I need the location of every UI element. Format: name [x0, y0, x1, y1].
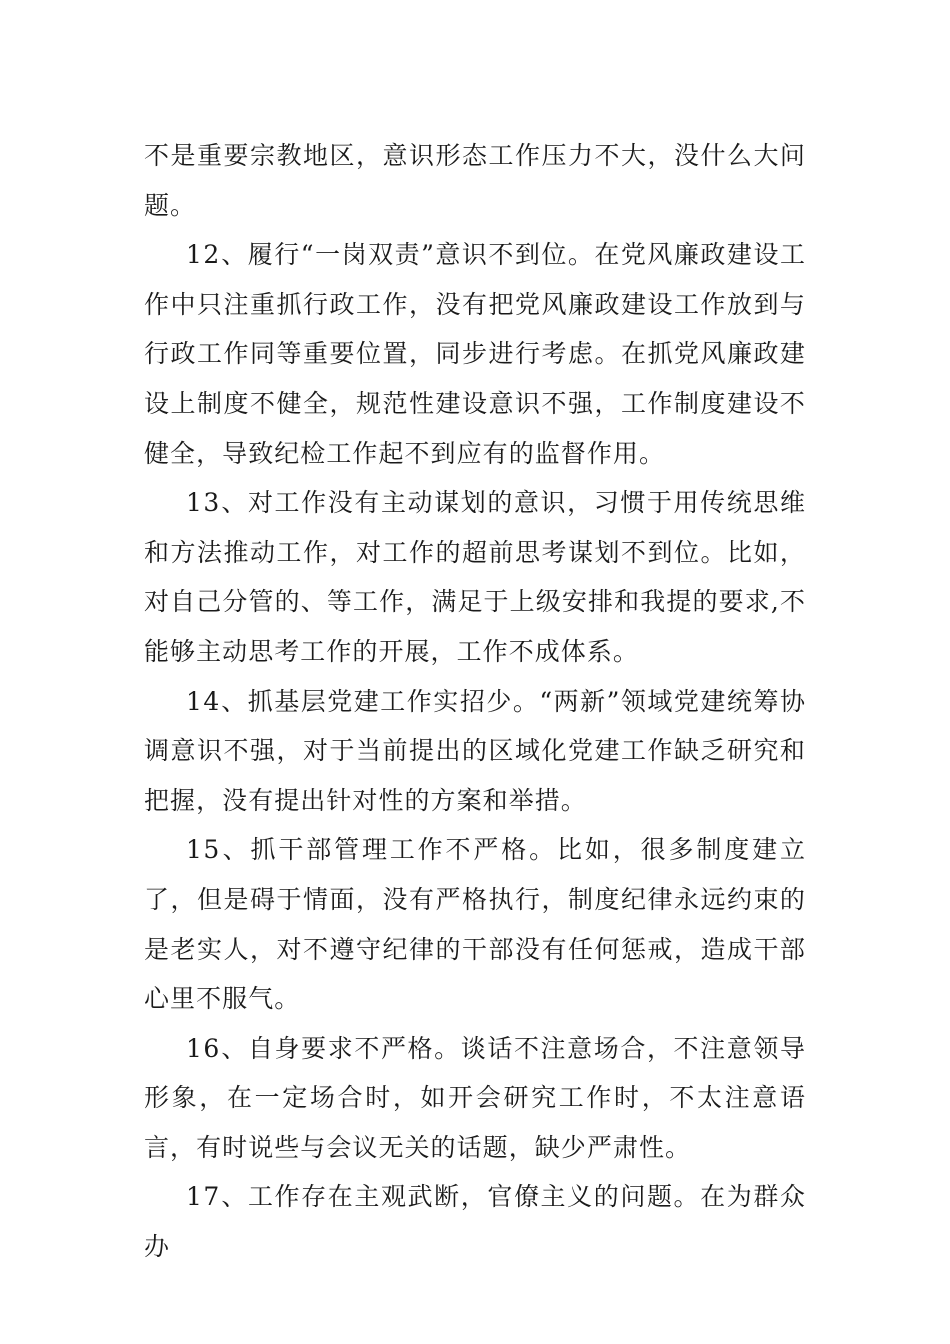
item-number: 17: [186, 1182, 221, 1212]
paragraph-item-12: [144, 230, 806, 478]
paragraph-text: 、自身要求不严格。谈话不注意场合，不注意领导形象，在一定场合时，如开会研究工作时，不太注意语言，有时说些与会议无关的话题，缺少严肃性。: [144, 1033, 806, 1162]
paragraph-text: 、对工作没有主动谋划的意识，习惯于用传统思维和方法推动工作，对工作的超前思考谋划不到位。比如，对自己分管的、等工作，满足于上级安排和我提的要求,不能够主动思考工作的开展，工作不成体系。: [144, 488, 806, 666]
paragraph-item-13: [144, 478, 806, 676]
paragraph-continuation: [144, 131, 806, 230]
paragraph-text: 、工作存在主观武断，官僚主义的问题。在为群众办: [144, 1182, 806, 1262]
item-number: 16: [186, 1033, 221, 1063]
paragraph-text: 不是重要宗教地区，意识形态工作压力不大，没什么大问题。: [144, 141, 806, 220]
item-number: 12: [186, 240, 221, 270]
document-body: [144, 131, 806, 1272]
paragraph-item-16: [144, 1024, 806, 1173]
item-number: 13: [186, 488, 221, 518]
paragraph-item-15: [144, 825, 806, 1023]
item-number: 14: [186, 686, 221, 716]
paragraph-text: 、抓基层党建工作实招少。“两新”领域党建统筹协调意识不强，对于当前提出的区域化党建工作缺乏研究和把握，没有提出针对性的方案和举措。: [144, 686, 806, 815]
paragraph-item-14: [144, 677, 806, 826]
item-number: 15: [186, 835, 221, 865]
paragraph-item-17: [144, 1172, 806, 1271]
paragraph-text: 、抓干部管理工作不严格。比如，很多制度建立了，但是碍于情面，没有严格执行，制度纪律永远约束的是老实人，对不遵守纪律的干部没有任何惩戒，造成干部心里不服气。: [144, 835, 806, 1014]
paragraph-text: 、履行“一岗双责”意识不到位。在党风廉政建设工作中只注重抓行政工作，没有把党风廉政建设工作放到与行政工作同等重要位置，同步进行考虑。在抓党风廉政建设上制度不健全，规范性建设意识不强，工作制度建设不健全，导致纪检工作起不到应有的监督作用。: [144, 240, 806, 468]
